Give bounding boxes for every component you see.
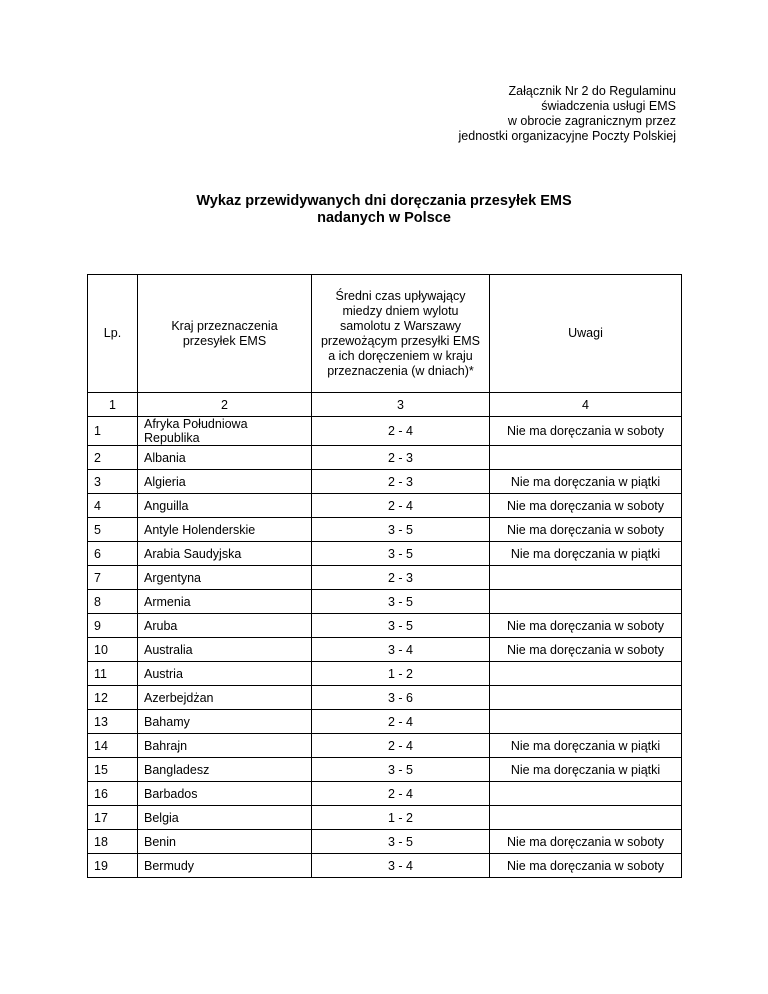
country-name: Albania: [138, 446, 312, 470]
row-number: 3: [88, 470, 138, 494]
annex-header: [459, 84, 676, 144]
annex-line: Załącznik Nr 2 do Regulaminu: [508, 84, 676, 98]
delivery-note: Nie ma doręczania w soboty: [490, 518, 682, 542]
title-line: Wykaz przewidywanych dni doręczania przesyłek EMS: [196, 193, 572, 209]
row-number: 12: [88, 686, 138, 710]
table-row: [88, 806, 682, 830]
row-number: 6: [88, 542, 138, 566]
delivery-note: Nie ma doręczania w soboty: [490, 830, 682, 854]
country-name: Benin: [138, 830, 312, 854]
table-row: [88, 417, 682, 446]
table-row: [88, 566, 682, 590]
delivery-note: Nie ma doręczania w piątki: [490, 758, 682, 782]
delivery-note: [490, 806, 682, 830]
table-row: [88, 854, 682, 878]
delivery-days: 3 - 5: [312, 830, 490, 854]
header-notes: Uwagi: [490, 275, 682, 393]
table-header-row: [88, 275, 682, 393]
delivery-days: 3 - 5: [312, 590, 490, 614]
delivery-note: [490, 686, 682, 710]
country-name: Bahrajn: [138, 734, 312, 758]
header-delivery-time: Średni czas upływający miedzy dniem wylotu samolotu z Warszawy przewożącym przesyłki EMS a ich doręczeniem w kraju przeznaczenia (w dniach)*: [312, 275, 490, 393]
table-row: [88, 590, 682, 614]
table-row: [88, 518, 682, 542]
delivery-days: 2 - 3: [312, 446, 490, 470]
table-row: [88, 758, 682, 782]
annex-line: w obrocie zagranicznym przez: [507, 114, 676, 128]
delivery-days: 1 - 2: [312, 662, 490, 686]
row-number: 9: [88, 614, 138, 638]
table-row: [88, 494, 682, 518]
country-name: Austria: [138, 662, 312, 686]
country-name: Azerbejdżan: [138, 686, 312, 710]
delivery-note: Nie ma doręczania w soboty: [490, 854, 682, 878]
delivery-days: 3 - 4: [312, 854, 490, 878]
annex-line: świadczenia usługi EMS: [541, 99, 676, 113]
country-name: Australia: [138, 638, 312, 662]
row-number: 10: [88, 638, 138, 662]
delivery-days: 3 - 5: [312, 614, 490, 638]
delivery-note: [490, 782, 682, 806]
delivery-days: 3 - 5: [312, 518, 490, 542]
country-name: Arabia Saudyjska: [138, 542, 312, 566]
delivery-days: 2 - 3: [312, 470, 490, 494]
table-row: [88, 614, 682, 638]
delivery-days: 2 - 4: [312, 417, 490, 446]
row-number: 8: [88, 590, 138, 614]
country-name: Aruba: [138, 614, 312, 638]
header-country: Kraj przeznaczenia przesyłek EMS: [138, 275, 312, 393]
delivery-days: 3 - 6: [312, 686, 490, 710]
country-name: Bermudy: [138, 854, 312, 878]
table-row: [88, 638, 682, 662]
row-number: 14: [88, 734, 138, 758]
delivery-days: 2 - 4: [312, 734, 490, 758]
delivery-note: Nie ma doręczania w soboty: [490, 638, 682, 662]
row-number: 11: [88, 662, 138, 686]
row-number: 19: [88, 854, 138, 878]
delivery-days: 2 - 4: [312, 710, 490, 734]
table-row: [88, 782, 682, 806]
delivery-days: 3 - 5: [312, 542, 490, 566]
table-row: [88, 686, 682, 710]
table-row: [88, 710, 682, 734]
row-number: 2: [88, 446, 138, 470]
country-name: Anguilla: [138, 494, 312, 518]
document-title: [0, 193, 768, 227]
country-name: Bangladesz: [138, 758, 312, 782]
title-line: nadanych w Polsce: [317, 210, 451, 226]
annex-line: jednostki organizacyjne Poczty Polskiej: [458, 129, 676, 143]
country-name: Armenia: [138, 590, 312, 614]
delivery-days: 2 - 4: [312, 782, 490, 806]
delivery-note: Nie ma doręczania w piątki: [490, 542, 682, 566]
delivery-days: 1 - 2: [312, 806, 490, 830]
delivery-note: [490, 590, 682, 614]
country-name: Antyle Holenderskie: [138, 518, 312, 542]
country-name: Bahamy: [138, 710, 312, 734]
row-number: 13: [88, 710, 138, 734]
column-number: 4: [490, 393, 682, 417]
table-row: [88, 542, 682, 566]
table-row: [88, 446, 682, 470]
delivery-note: Nie ma doręczania w soboty: [490, 417, 682, 446]
delivery-days: 3 - 5: [312, 758, 490, 782]
column-number-row: [88, 393, 682, 417]
delivery-note: Nie ma doręczania w soboty: [490, 614, 682, 638]
delivery-note: [490, 566, 682, 590]
column-number: 2: [138, 393, 312, 417]
delivery-days: 2 - 3: [312, 566, 490, 590]
row-number: 16: [88, 782, 138, 806]
table-row: [88, 830, 682, 854]
table-row: [88, 470, 682, 494]
delivery-days: 2 - 4: [312, 494, 490, 518]
country-name: Algieria: [138, 470, 312, 494]
country-name: Afryka Południowa Republika: [138, 417, 312, 446]
row-number: 1: [88, 417, 138, 446]
column-number: 1: [88, 393, 138, 417]
delivery-note: Nie ma doręczania w soboty: [490, 494, 682, 518]
row-number: 18: [88, 830, 138, 854]
column-number: 3: [312, 393, 490, 417]
row-number: 17: [88, 806, 138, 830]
country-name: Argentyna: [138, 566, 312, 590]
table-row: [88, 662, 682, 686]
country-name: Barbados: [138, 782, 312, 806]
row-number: 5: [88, 518, 138, 542]
delivery-note: Nie ma doręczania w piątki: [490, 734, 682, 758]
delivery-note: [490, 662, 682, 686]
row-number: 4: [88, 494, 138, 518]
row-number: 7: [88, 566, 138, 590]
delivery-note: [490, 446, 682, 470]
delivery-days-table: [87, 274, 682, 878]
country-name: Belgia: [138, 806, 312, 830]
table-row: [88, 734, 682, 758]
row-number: 15: [88, 758, 138, 782]
delivery-note: Nie ma doręczania w piątki: [490, 470, 682, 494]
delivery-note: [490, 710, 682, 734]
header-lp: Lp.: [88, 275, 138, 393]
delivery-days: 3 - 4: [312, 638, 490, 662]
